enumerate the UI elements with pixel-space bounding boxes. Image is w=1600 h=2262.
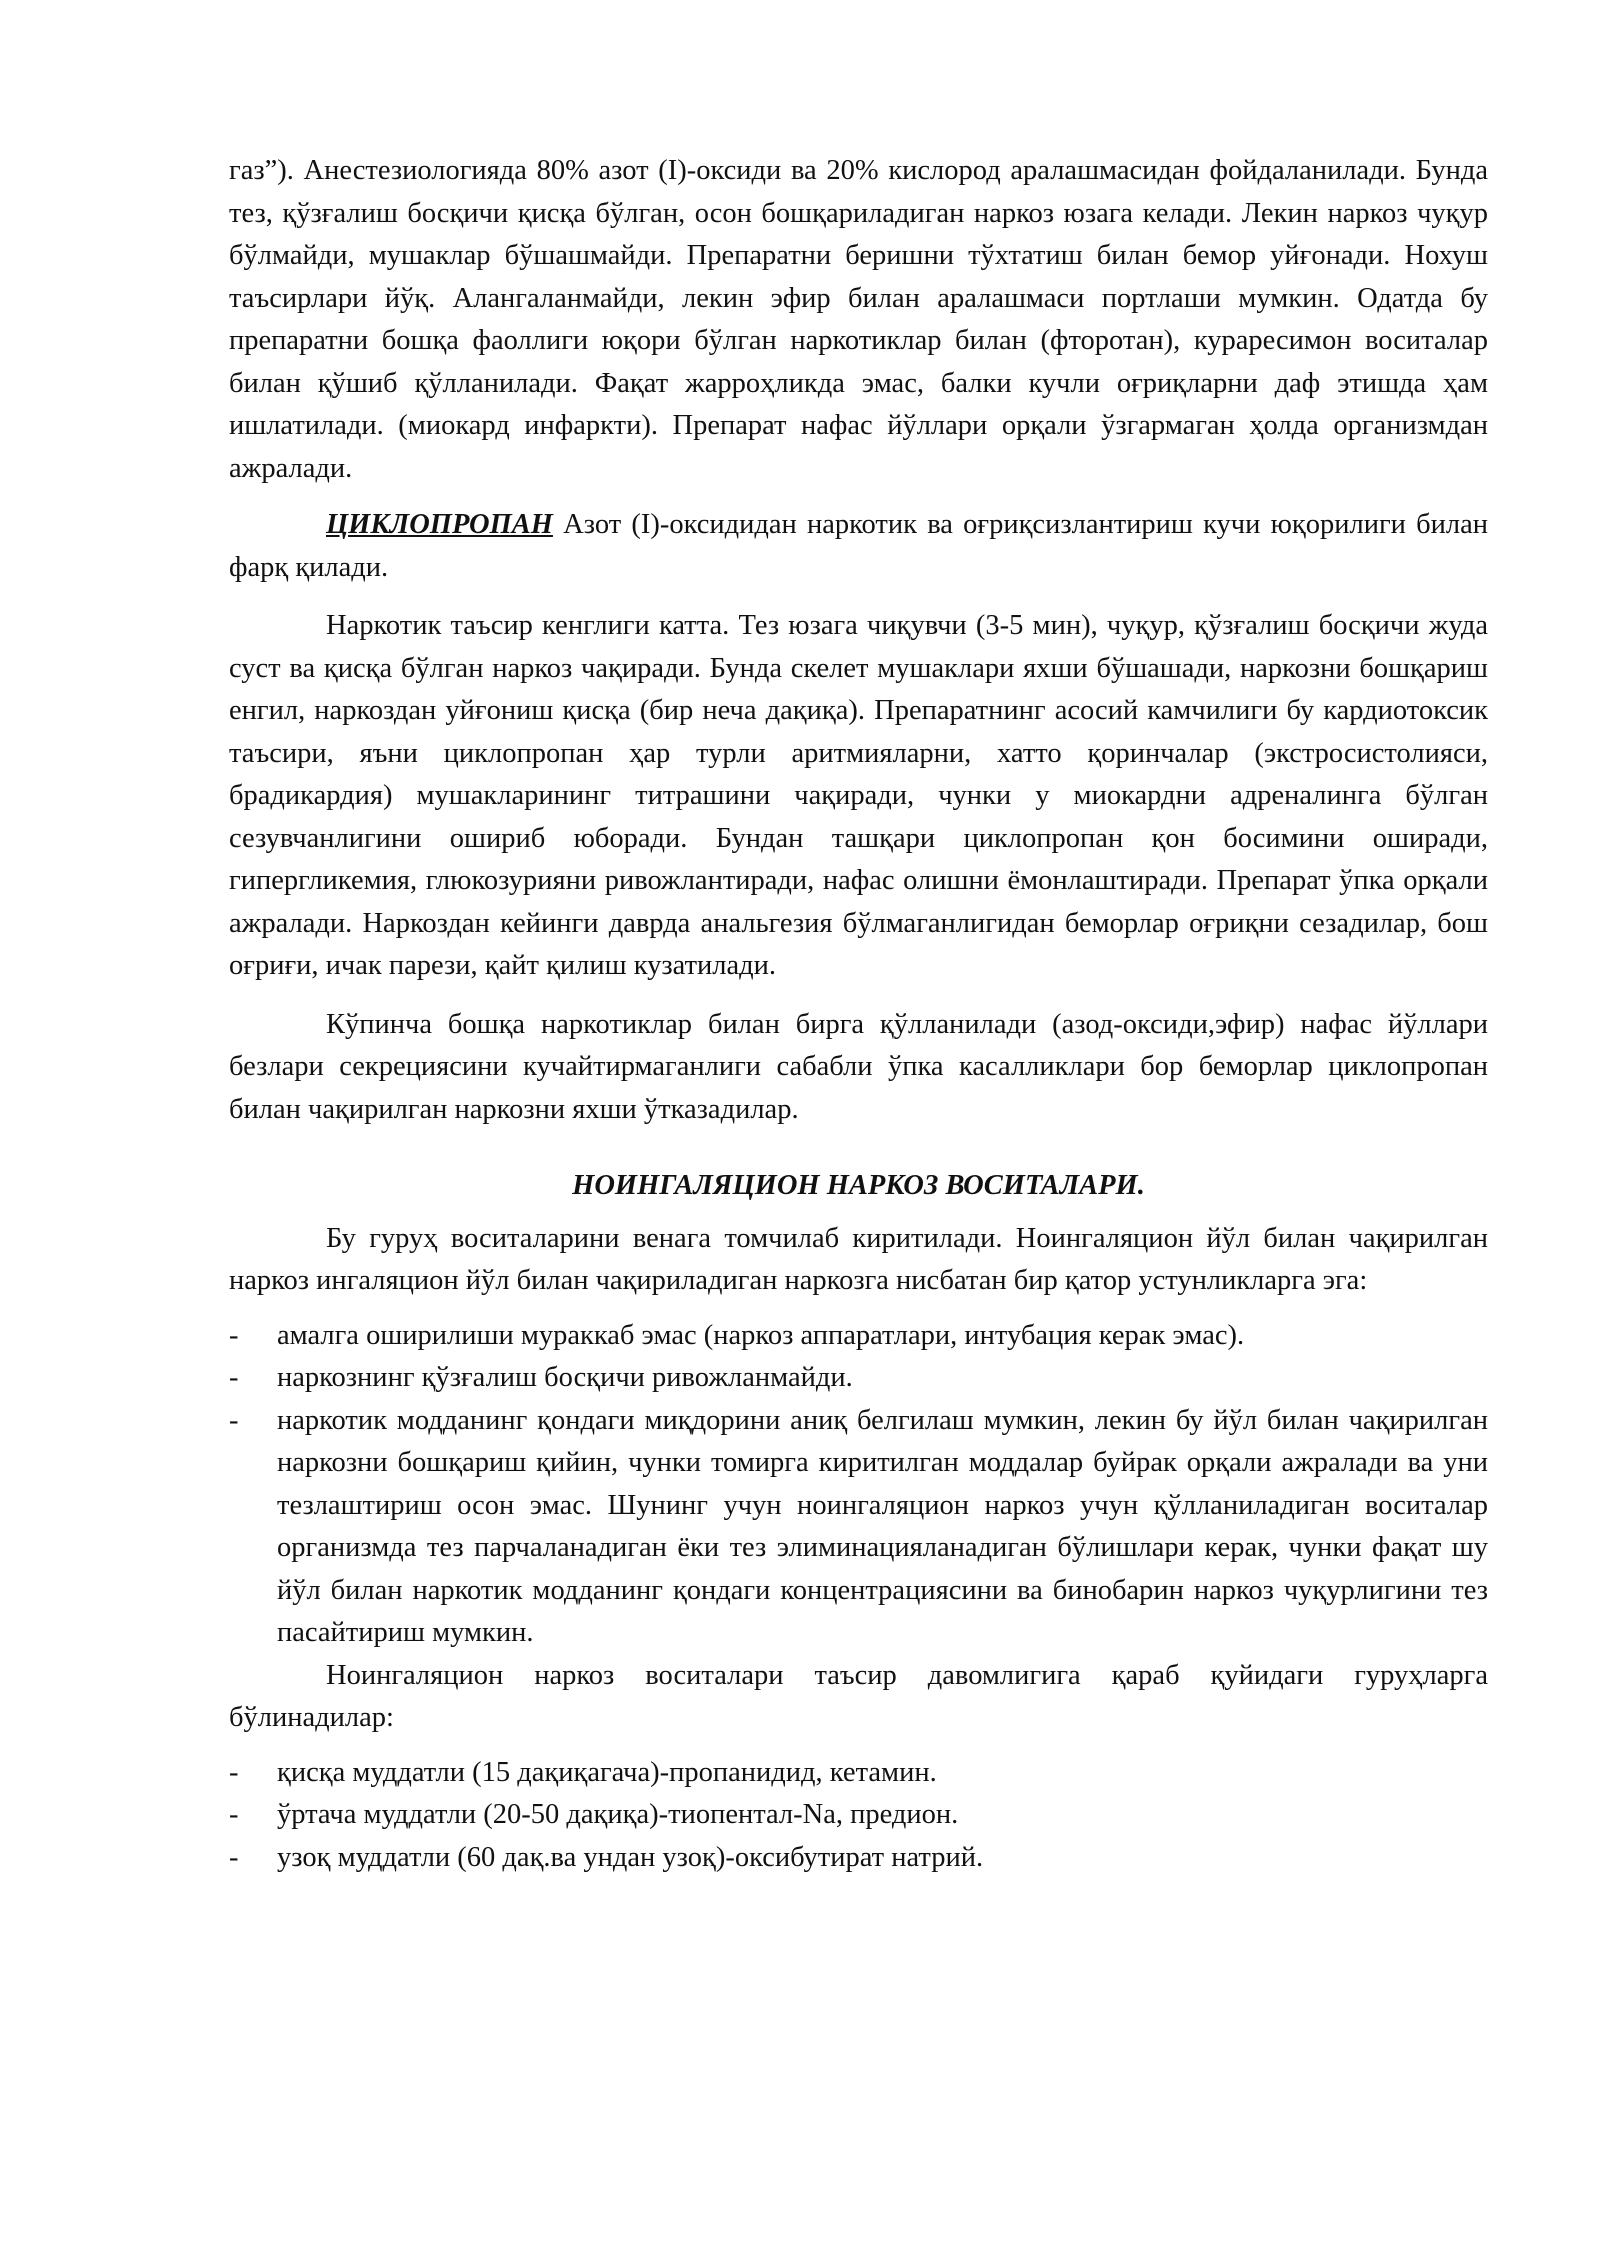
dash-bullet: - <box>229 1799 239 1830</box>
dash-bullet: - <box>229 1841 239 1873</box>
list-item <box>229 1752 1488 1795</box>
cyclopropane-paragraph-1: Наркотик таъсир кенглиги катта. Тез юзага чиқувчи (3-5 мин), чуқур, қўзғалиш босқичи жуда суст ва қисқа бўлган наркоз чақиради. Бунда скелет мушаклари яхши бўшашади, наркозни бошқариш енгил, наркоздан уйғониш қисқа (бир неча дақиқа). Препаратнинг асосий камчилиги бу кардиотоксик таъсири, яъни циклопропан ҳар турли аритмияларни, хатто қоринчалар (экстросистолияси, брадикардия) мушакларининг титрашини чақиради, чунки у миокардни адреналинга бўлган сезувчанлигини ошириб юборади. Бундан ташқари циклопропан қон босимини оширади, гипергликемия, глюкозурияни ривожлантиради, нафас олишни ёмонлаштиради. Препарат ўпка орқали ажралади. Наркоздан кейинги даврда анальгезия бўлмаганлигидан беморлар оғриқни сезадилар, бош оғриғи, ичак парези, қайт қилиш кузатилади. <box>229 610 1488 981</box>
list-item <box>229 1794 1488 1837</box>
dash-bullet: - <box>229 1404 239 1436</box>
list-item-text: наркотик модданинг қондаги миқдорини аниқ белгилаш мумкин, лекин бу йўл билан чақирилган наркозни бошқариш қийин, чунки томирга киритилган моддалар буйрак орқали ажралади ва уни тезлаштириш осон эмас. Шунинг учун ноингаляцион наркоз учун қўлланиладиган воситалар организмда тез парчаланадиган ёки тез элиминацияланадиган бўлишлари керак, чунки фақат шу йўл билан наркотик модданинг қондаги концентрациясини ва бинобарин наркоз чуқурлигини тез пасайтириш мумкин. <box>277 1404 1488 1648</box>
noninhalation-section-title: НОИНГАЛЯЦИОН НАРКОЗ ВОСИТАЛАРИ. <box>572 1170 1145 1201</box>
dash-bullet: - <box>229 1362 239 1393</box>
list-item-text: ўртача муддатли (20-50 дақиқа)-тиопентал-Na, предион. <box>277 1799 959 1830</box>
intro-paragraph: газ”). Анестезиологияда 80% азот (I)-оксиди ва 20% кислород аралашмасидан фойдаланилади. Бунда тез, қўзғалиш босқичи қисқа бўлган, осон бошқариладиган наркоз юзага келади. Лекин наркоз чуқур бўлмайди, мушаклар бўшашмайди. Препаратни беришни тўхтатиш билан бемор уйғонади. Нохуш таъсирлари йўқ. Алангаланмайди, лекин эфир билан аралашмаси портлаши мумкин. Одатда бу препаратни бошқа фаоллиги юқори бўлган наркотиклар билан (фторотан), кураресимон воситалар билан қўшиб қўлланилади. Фақат жарроҳликда эмас, балки кучли оғриқларни даф этишда ҳам ишлатилади. (миокард инфаркти). Препарат нафас йўллари орқали ўзгармаган ҳолда организмдан ажралади. <box>229 155 1488 484</box>
list-item <box>229 1357 1488 1400</box>
advantages-list <box>229 1315 1488 1655</box>
document-page <box>229 150 1488 1879</box>
list-item <box>229 1315 1488 1358</box>
dash-bullet: - <box>229 1319 239 1351</box>
cyclopropane-paragraph-2: Кўпинча бошқа наркотиклар билан бирга қўлланилади (азод-оксиди,эфир) нафас йўллари безлари секрециясини кучайтирмаганлиги сабабли ўпка касалликлари бор беморлар циклопропан билан чақирилган наркозни яхши ўтказадилар. <box>229 1008 1488 1125</box>
cyclopropane-term: ЦИКЛОПРОПАН <box>326 509 553 540</box>
list-item-text: қисқа муддатли (15 дақиқагача)-пропанидид, кетамин. <box>277 1756 937 1788</box>
list-item-text: узоқ муддатли (60 дақ.ва ундан узоқ)-оксибутират натрий. <box>277 1841 984 1873</box>
list-item-text: наркознинг қўзғалиш босқичи ривожланмайди. <box>277 1362 853 1393</box>
list-item <box>229 1837 1488 1880</box>
duration-groups-list <box>229 1752 1488 1880</box>
noninhalation-intro: Бу гуруҳ воситаларини венага томчилаб киритилади. Ноингаляцион йўл билан чақирилган наркоз ингаляцион йўл билан чақириладиган наркозга нисбатан бир қатор устунликларга эга: <box>229 1222 1488 1296</box>
list-item-text: амалга оширилиши мураккаб эмас (наркоз аппаратлари, интубация керак эмас). <box>277 1319 1245 1351</box>
classification-intro: Ноингаляцион наркоз воситалари таъсир давомлигига қараб қуйидаги гуруҳларга бўлинадилар: <box>229 1659 1488 1733</box>
dash-bullet: - <box>229 1756 239 1788</box>
list-item <box>229 1400 1488 1655</box>
cyclopropane-lead-text: Азот (I)-оксидидан наркотик ва оғриқсизлантириш кучи юқорилиги билан фарқ қилади. <box>229 509 1488 583</box>
cyclopropane-lead-paragraph <box>229 504 1488 589</box>
